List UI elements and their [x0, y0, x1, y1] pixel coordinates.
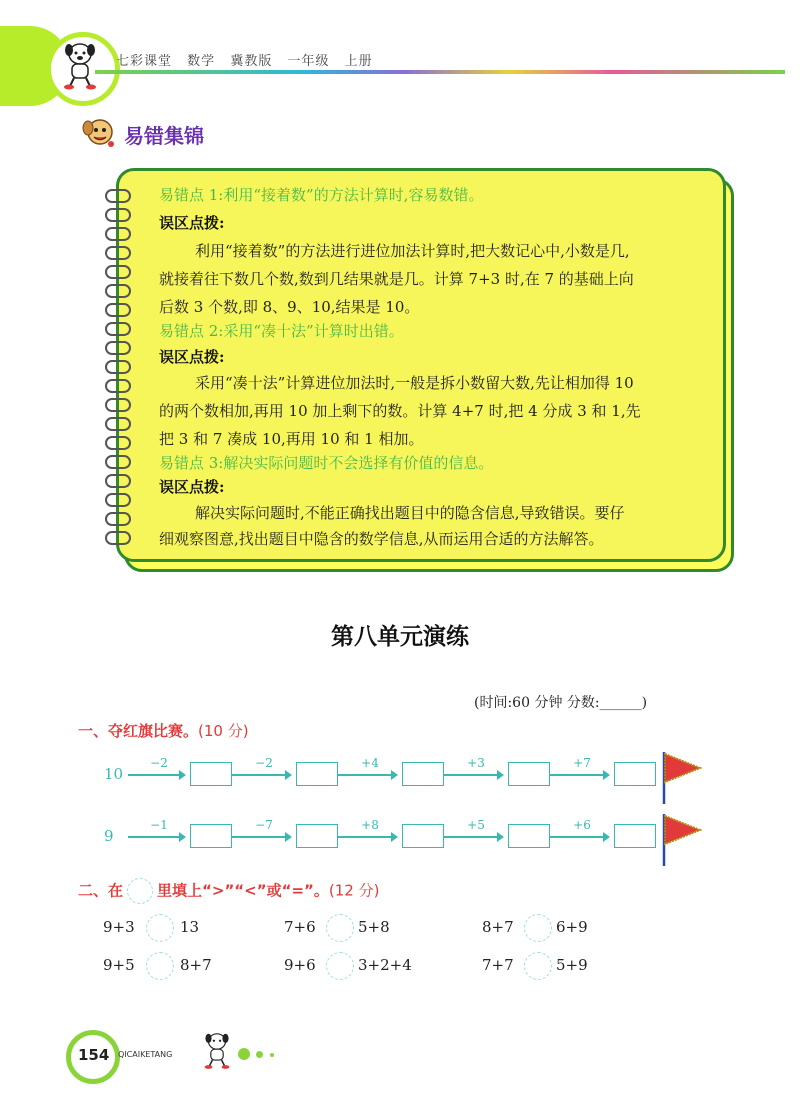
header-title	[116, 50, 383, 69]
spiral-ring	[105, 474, 131, 488]
chain-operation: −2	[150, 756, 168, 770]
chain-operation: +6	[573, 818, 591, 832]
compare-blank[interactable]	[524, 952, 552, 980]
mascot-dog-icon	[200, 1030, 234, 1070]
spiral-ring	[105, 227, 131, 241]
compare-left: 8+7	[482, 918, 514, 936]
pitfall-3-title: 易错点 3:解决实际问题时不会选择有价值的信息。	[159, 454, 494, 472]
q1-title-text: 一、夺红旗比赛。	[78, 722, 199, 740]
time-score-line: (时间:60 分钟 分数:______)	[474, 695, 648, 711]
answer-box[interactable]	[402, 824, 444, 848]
answer-box[interactable]	[614, 762, 656, 786]
pitfall-2-line: 采用“凑十法”计算进位加法时,一般是拆小数留大数,先让相加得 10	[195, 374, 634, 392]
chain-arrow	[232, 774, 290, 776]
chain-operation: +5	[467, 818, 485, 832]
compare-blank[interactable]	[524, 914, 552, 942]
header-grade: 一年级	[287, 54, 330, 69]
answer-box[interactable]	[402, 762, 444, 786]
pitfall-2-line: 把 3 和 7 凑成 10,再用 10 和 1 相加。	[159, 430, 424, 448]
spiral-ring	[105, 379, 131, 393]
answer-box[interactable]	[296, 824, 338, 848]
spiral-ring	[105, 455, 131, 469]
chain-arrow	[128, 836, 184, 838]
pitfall-2-line: 的两个数相加,再用 10 加上剩下的数。计算 4+7 时,把 4 分成 3 和 1,先	[159, 402, 641, 420]
pitfall-1-line: 后数 3 个数,即 8、9、10,结果是 10。	[159, 298, 420, 316]
header-rainbow-bar	[95, 70, 785, 74]
mascot-head-icon	[80, 116, 118, 150]
footer-dot	[256, 1051, 263, 1058]
section-title: 易错集锦	[124, 124, 204, 148]
q1-points: (10 分)	[198, 722, 249, 740]
spiral-ring	[105, 189, 131, 203]
compare-right: 6+9	[556, 918, 588, 936]
chain-start: 10	[104, 765, 124, 783]
chain-operation: +4	[361, 756, 379, 770]
header-series: 七彩课堂	[116, 54, 173, 69]
answer-box[interactable]	[508, 824, 550, 848]
chain-arrow	[550, 774, 608, 776]
compare-blank[interactable]	[146, 952, 174, 980]
chain-arrow	[444, 836, 502, 838]
chain-arrow	[338, 836, 396, 838]
footer-brand: QICAIKETANG	[118, 1050, 173, 1059]
page-number: 154	[78, 1046, 110, 1064]
spiral-ring	[105, 512, 131, 526]
spiral-ring	[105, 360, 131, 374]
compare-left: 7+7	[482, 956, 514, 974]
chain-arrow	[232, 836, 290, 838]
blank-circle-icon	[127, 878, 153, 904]
spiral-ring	[105, 208, 131, 222]
spiral-ring	[105, 303, 131, 317]
spiral-ring	[105, 265, 131, 279]
header-edition: 冀教版	[230, 54, 273, 69]
red-flag-icon	[660, 750, 704, 806]
pitfall-2-label: 误区点拨:	[159, 348, 225, 366]
spiral-ring	[105, 436, 131, 450]
answer-box[interactable]	[614, 824, 656, 848]
header-subject: 数学	[187, 54, 216, 69]
q1-title	[78, 720, 249, 741]
pitfall-1-line: 利用“接着数”的方法进行进位加法计算时,把大数记心中,小数是几,	[195, 242, 630, 260]
spiral-ring	[105, 493, 131, 507]
chain-operation: −7	[255, 818, 273, 832]
compare-right: 5+9	[556, 956, 588, 974]
chain-start: 9	[104, 827, 114, 845]
chain-operation: −2	[255, 756, 273, 770]
chain-arrow	[128, 774, 184, 776]
compare-blank[interactable]	[326, 914, 354, 942]
compare-left: 7+6	[284, 918, 316, 936]
header-volume: 上册	[344, 54, 373, 69]
compare-right: 8+7	[180, 956, 212, 974]
pitfall-3-label: 误区点拨:	[159, 478, 225, 496]
answer-box[interactable]	[190, 762, 232, 786]
red-flag-icon	[660, 812, 704, 868]
pitfall-1-title: 易错点 1:利用“接着数”的方法计算时,容易数错。	[159, 186, 484, 204]
chain-arrow	[338, 774, 396, 776]
spiral-ring	[105, 341, 131, 355]
pitfall-3-line: 细观察图意,找出题目中隐含的数学信息,从而运用合适的方法解答。	[159, 530, 604, 548]
unit-title: 第八单元演练	[331, 624, 469, 650]
footer-dot	[238, 1048, 250, 1060]
compare-blank[interactable]	[146, 914, 174, 942]
footer-dot	[270, 1053, 274, 1057]
spiral-ring	[105, 322, 131, 336]
answer-box[interactable]	[508, 762, 550, 786]
chain-arrow	[444, 774, 502, 776]
answer-box[interactable]	[190, 824, 232, 848]
pitfall-1-label: 误区点拨:	[159, 214, 225, 232]
spiral-ring	[105, 246, 131, 260]
spiral-ring	[105, 398, 131, 412]
chain-operation: +7	[573, 756, 591, 770]
chain-operation: +8	[361, 818, 379, 832]
compare-left: 9+6	[284, 956, 316, 974]
notebook-card	[116, 168, 726, 562]
compare-left: 9+3	[103, 918, 135, 936]
pitfall-3-line: 解决实际问题时,不能正确找出题目中的隐含信息,导致错误。要仔	[195, 504, 625, 522]
compare-left: 9+5	[103, 956, 135, 974]
compare-right: 5+8	[358, 918, 390, 936]
chain-operation: −1	[150, 818, 168, 832]
spiral-ring	[105, 284, 131, 298]
chain-arrow	[550, 836, 608, 838]
compare-right: 3+2+4	[358, 956, 412, 974]
compare-right: 13	[180, 918, 200, 936]
spiral-ring	[105, 531, 131, 545]
q2-title	[78, 878, 379, 904]
q2-title-a: 二、在	[78, 881, 124, 900]
chain-operation: +3	[467, 756, 485, 770]
pitfall-2-title: 易错点 2:采用“凑十法”计算时出错。	[159, 322, 404, 340]
q2-points: (12 分)	[328, 881, 380, 900]
compare-blank[interactable]	[326, 952, 354, 980]
pitfall-1-line: 就接着往下数几个数,数到几结果就是几。计算 7+3 时,在 7 的基础上向	[159, 270, 634, 288]
q2-title-b: 里填上“>”“<”或“=”。	[157, 881, 329, 900]
answer-box[interactable]	[296, 762, 338, 786]
mascot-dog-icon	[58, 40, 102, 90]
spiral-ring	[105, 417, 131, 431]
